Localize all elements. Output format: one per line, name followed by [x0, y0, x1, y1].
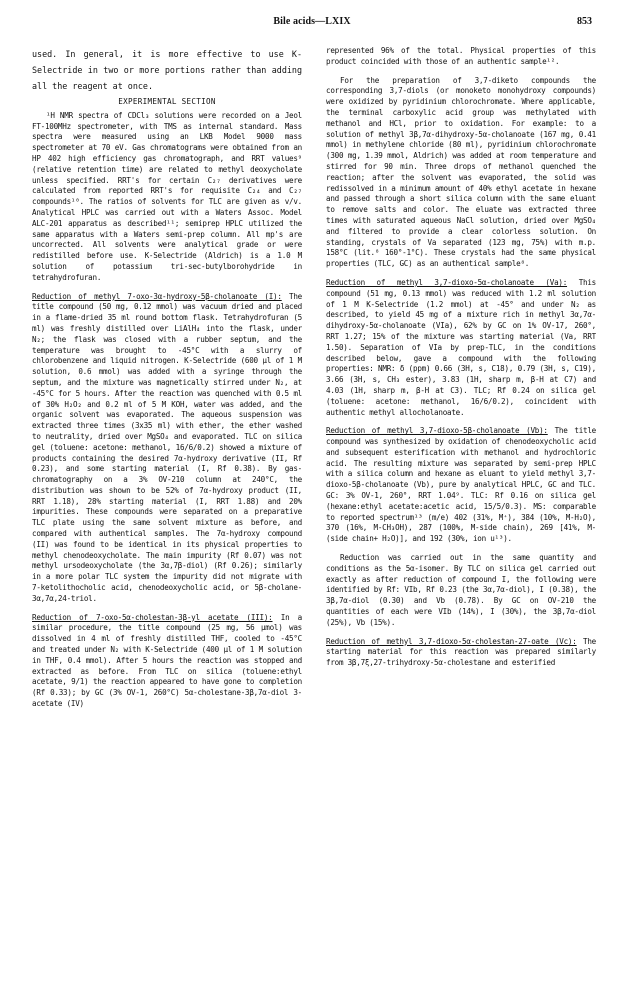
section-title: Reduction of 7-oxo-5α-cholestan-3β-yl acetate (III):	[32, 612, 273, 622]
running-head	[0, 16, 624, 32]
section-body: The title compound was synthesized by oxidation of chenodeoxycholic acid and subsequent esterification with methanol and hydrochloric acid. The resulting mixture was separated by semi-prep HPLC with a silica column and hexane as eluant to yield methyl 3,7-dioxo-5β-cholanoate (Vb), pure by analytical HPLC, GC and TLC. GC: 3% OV-1, 260°, RRT 1.04⁹. TLC: Rf 0.16 on silica gel (hexane:ethyl acetate:acetic acid, 15/5/0.3). MS: comparable to reported spectrum¹³ (m/e) 402 (31%, M⁺), 384 (10%, M-H₂O), 370 (16%, M-CH₃OH), 287 (100%, M-side chain), 269 [41%, M-(side chain+ H₂O)], and 192 (30%, ion u¹³).	[326, 426, 596, 544]
section-reduction-Va	[326, 278, 596, 418]
left-column	[32, 46, 302, 996]
page-number: 853	[577, 16, 592, 27]
running-title: Bile acids—LXIX	[273, 16, 351, 27]
section-body: This compound (51 mg, 0.13 mmol) was reduced with 1.2 ml solution of 1 M K-Selectride (1.2 mmol) at -45° and under N₂ as described, to yield 45 mg of a mixture rich in methyl 3α,7α-dihydroxy-5α-cholanoate (VIa), 62% by GC on 1% OV-17, 260°, RRT 1.27; 15% of the mixture was starting material (Va, RRT 1.50). Separation of VIa by prep-TLC, in the conditions described below, gave a compound with the following properties: NMR: δ (ppm) 0.66 (3H, s, C18), 0.79 (3H, s, C19), 3.66 (3H, s, CH₃ ester), 3.83 (1H, sharp m, β-H at C7) and 4.03 (1H, sharp m, β-H at C3). TLC; Rf 0.24 on silica gel (toluene: acetone: methanol, 16/6/0.2), coincident with authentic methyl allocholanoate.	[326, 277, 596, 417]
section-title: Reduction of methyl 7-oxo-3α-hydroxy-5β-cholanoate (I):	[32, 291, 282, 301]
section-reduction-Vb	[326, 426, 596, 545]
intro-paragraph: used. In general, it is more effective to use K-Selectride in two or more portions rather than adding all the reagent at once.	[32, 49, 302, 91]
section-body: In a similar procedure, the title compound (25 mg, 56 µmol) was dissolved in 4 ml of freshly distilled THF, cooled to -45°C and treated under N₂ with K-Selectride (400 µl of 1 M solution in THF, 0.4 mmol). After 5 hours the reaction was stopped and extracted as before. From TLC on silica (toluene:ethyl acetate, 9/1) the reaction appeared to have gone to completion (Rf 0.33); by GC (3% OV-1, 260°C) 5α-cholestane-3β,7α-diol 3-acetate (IV)	[32, 612, 302, 709]
diketo-paragraph: For the preparation of 3,7-diketo compounds the corresponding 3,7-diols (or monoketo monohydroxy compounds) were oxidized by pyridinium chlorochromate. Where applicable, the terminal carboxylic acid group was methylated with methanol and HCl, prior to oxidation. For example: to a solution of methyl 3β,7α-dihydroxy-5α-cholanoate (167 mg, 0.41 mmol) in methylene chloride (80 ml), pyridinium chlorochromate (300 mg, 1.39 mmol, Aldrich) was added at room temperature and stirred for 90 min. Three drops of methanol quenched the reaction; after the solvent was evaporated, the solid was redissolved in a minimum amount of 40% ethyl acetate in hexane and passed through a short silica column with the same eluant to remove salts and color. The eluate was extracted three times with saturated aqueous NaCl solution, dried over MgSO₄ and filtered to provide a clear colorless solution. On standing, crystals of Va separated (123 mg, 75%) with m.p. 158°C (lit.⁸ 160°-1°C). These crystals had the same physical properties (TLC, GC) as an authentical sample⁸.	[326, 75, 596, 269]
section-title: Reduction of methyl 3,7-dioxo-5α-cholanoate (Va):	[326, 277, 568, 287]
experimental-paragraph: ¹H NMR spectra of CDCl₃ solutions were recorded on a Jeol FT-100MHz spectrometer, with TMS as internal standard. Mass spectra were measured using an LKB Model 9000 mass spectrometer at 70 eV. Gas chromatograms were obtained from an HP 402 high efficiency gas chromatograph, and RRT values⁹ (relative retention time) are related to methyl deoxycholate unless specified. RRT's for certain C₂₇ derivatives were calculated from reported RRT's for requisite C₂₄ and C₂₇ compounds¹⁰. The ratios of solvents for TLC are given as v/v. Analytical HPLC was carried out with a Waters Assoc. Model ALC-201 apparatus as described¹¹; semiprep HPLC utilized the same apparatus with a Waters semi-prep column. All mp's are uncorrected. All solvents were analytical grade or were redistilled before use. K-Selectride (Aldrich) is a 1.0 M solution of potassium tri-sec-butylborohydride in tetrahydrofuran.	[32, 110, 302, 282]
section-body: The starting material for this reaction was prepared similarly from 3β,7ξ,27-trihydroxy-5α-cholestane and esterified	[326, 636, 596, 668]
reduction-results-paragraph: Reduction was carried out in the same quantity and conditions as the 5α-isomer. By TLC on silica gel carried out exactly as after reduction of compound I, the following were identified by Rf: VIb, Rf 0.23 (the 3α,7α-diol), I (0.38), the 3β,7α-diol (0.30) and Vb (0.78). By GC on OV-210 the quantities of each were VIb (14%), I (30%), the 3β,7α-diol (25%), Vb (15%).	[326, 553, 596, 627]
right-column	[326, 46, 596, 996]
experimental-heading: EXPERIMENTAL SECTION	[118, 97, 216, 106]
section-title: Reduction of methyl 3,7-dioxo-5α-cholestan-27-oate (Vc):	[326, 636, 577, 646]
section-body: The title compound (50 mg, 0.12 mmol) was vacuum dried and placed in a flame-dried 35 ml round bottom flask. Tetrahydrofuran (5 ml) was freshly distilled over LiAlH₄ into the flask, under N₂; the flask was closed with a rubber septum, and the temperature was brought to -45°C with a slurry of chlorobenzene and liquid nitrogen. K-Selectride (600 µl of 1 M solution, 0.6 mmol) was added with a syringe through the septum, and the mixture was magnetically stirred under N₂, at -45°C for 5 hours. After the reaction was quenched with 0.5 ml of 30% H₂O₂ and 0.2 ml of 5 M KOH, water was added, and the organic solvent was evaporated. The aqueous suspension was extracted three times (3x35 ml) with ether, the ether washed to neutrality, dried over MgSO₄ and evaporated. TLC on silica gel (toluene: acetone: methanol, 16/6/0.2) showed a mixture of products containing the desired 7α-hydroxy derivative (II, Rf 0.23), and some starting material (I, Rf 0.38). By gas-chromatography on a 3% OV-210 column at 240°C, the distribution was shown to be 52% of 7α-hydroxy product (II, RRT 1.18), 28% starting material (I, RRT 1.88) and 20% impurities. These compounds were separated on a preparative TLC plate using the same solvent mixture as before, and compared with authentical samples. The 7α-hydroxy compound (II) was found to be identical in its physical properties to methyl chenodeoxycholate. The main impurity (Rf 0.07) was not methyl ursodeoxycholate (the 3α,7β-diol) (Rf 0.26); similarly in a more polar TLC system the impurity did not migrate with 7-ketolithocholic acid, chenodeoxycholic acid, or 5β-cholane-3α,7α,24-triol.	[32, 291, 302, 603]
continuation-paragraph: represented 96% of the total. Physical properties of this product coincided with those of an authentic sample¹².	[326, 46, 596, 66]
section-title: Reduction of methyl 3,7-dioxo-5β-cholanoate (Vb):	[326, 426, 548, 436]
section-reduction-I	[32, 292, 302, 605]
section-reduction-III	[32, 613, 302, 710]
section-reduction-Vc	[326, 637, 596, 669]
